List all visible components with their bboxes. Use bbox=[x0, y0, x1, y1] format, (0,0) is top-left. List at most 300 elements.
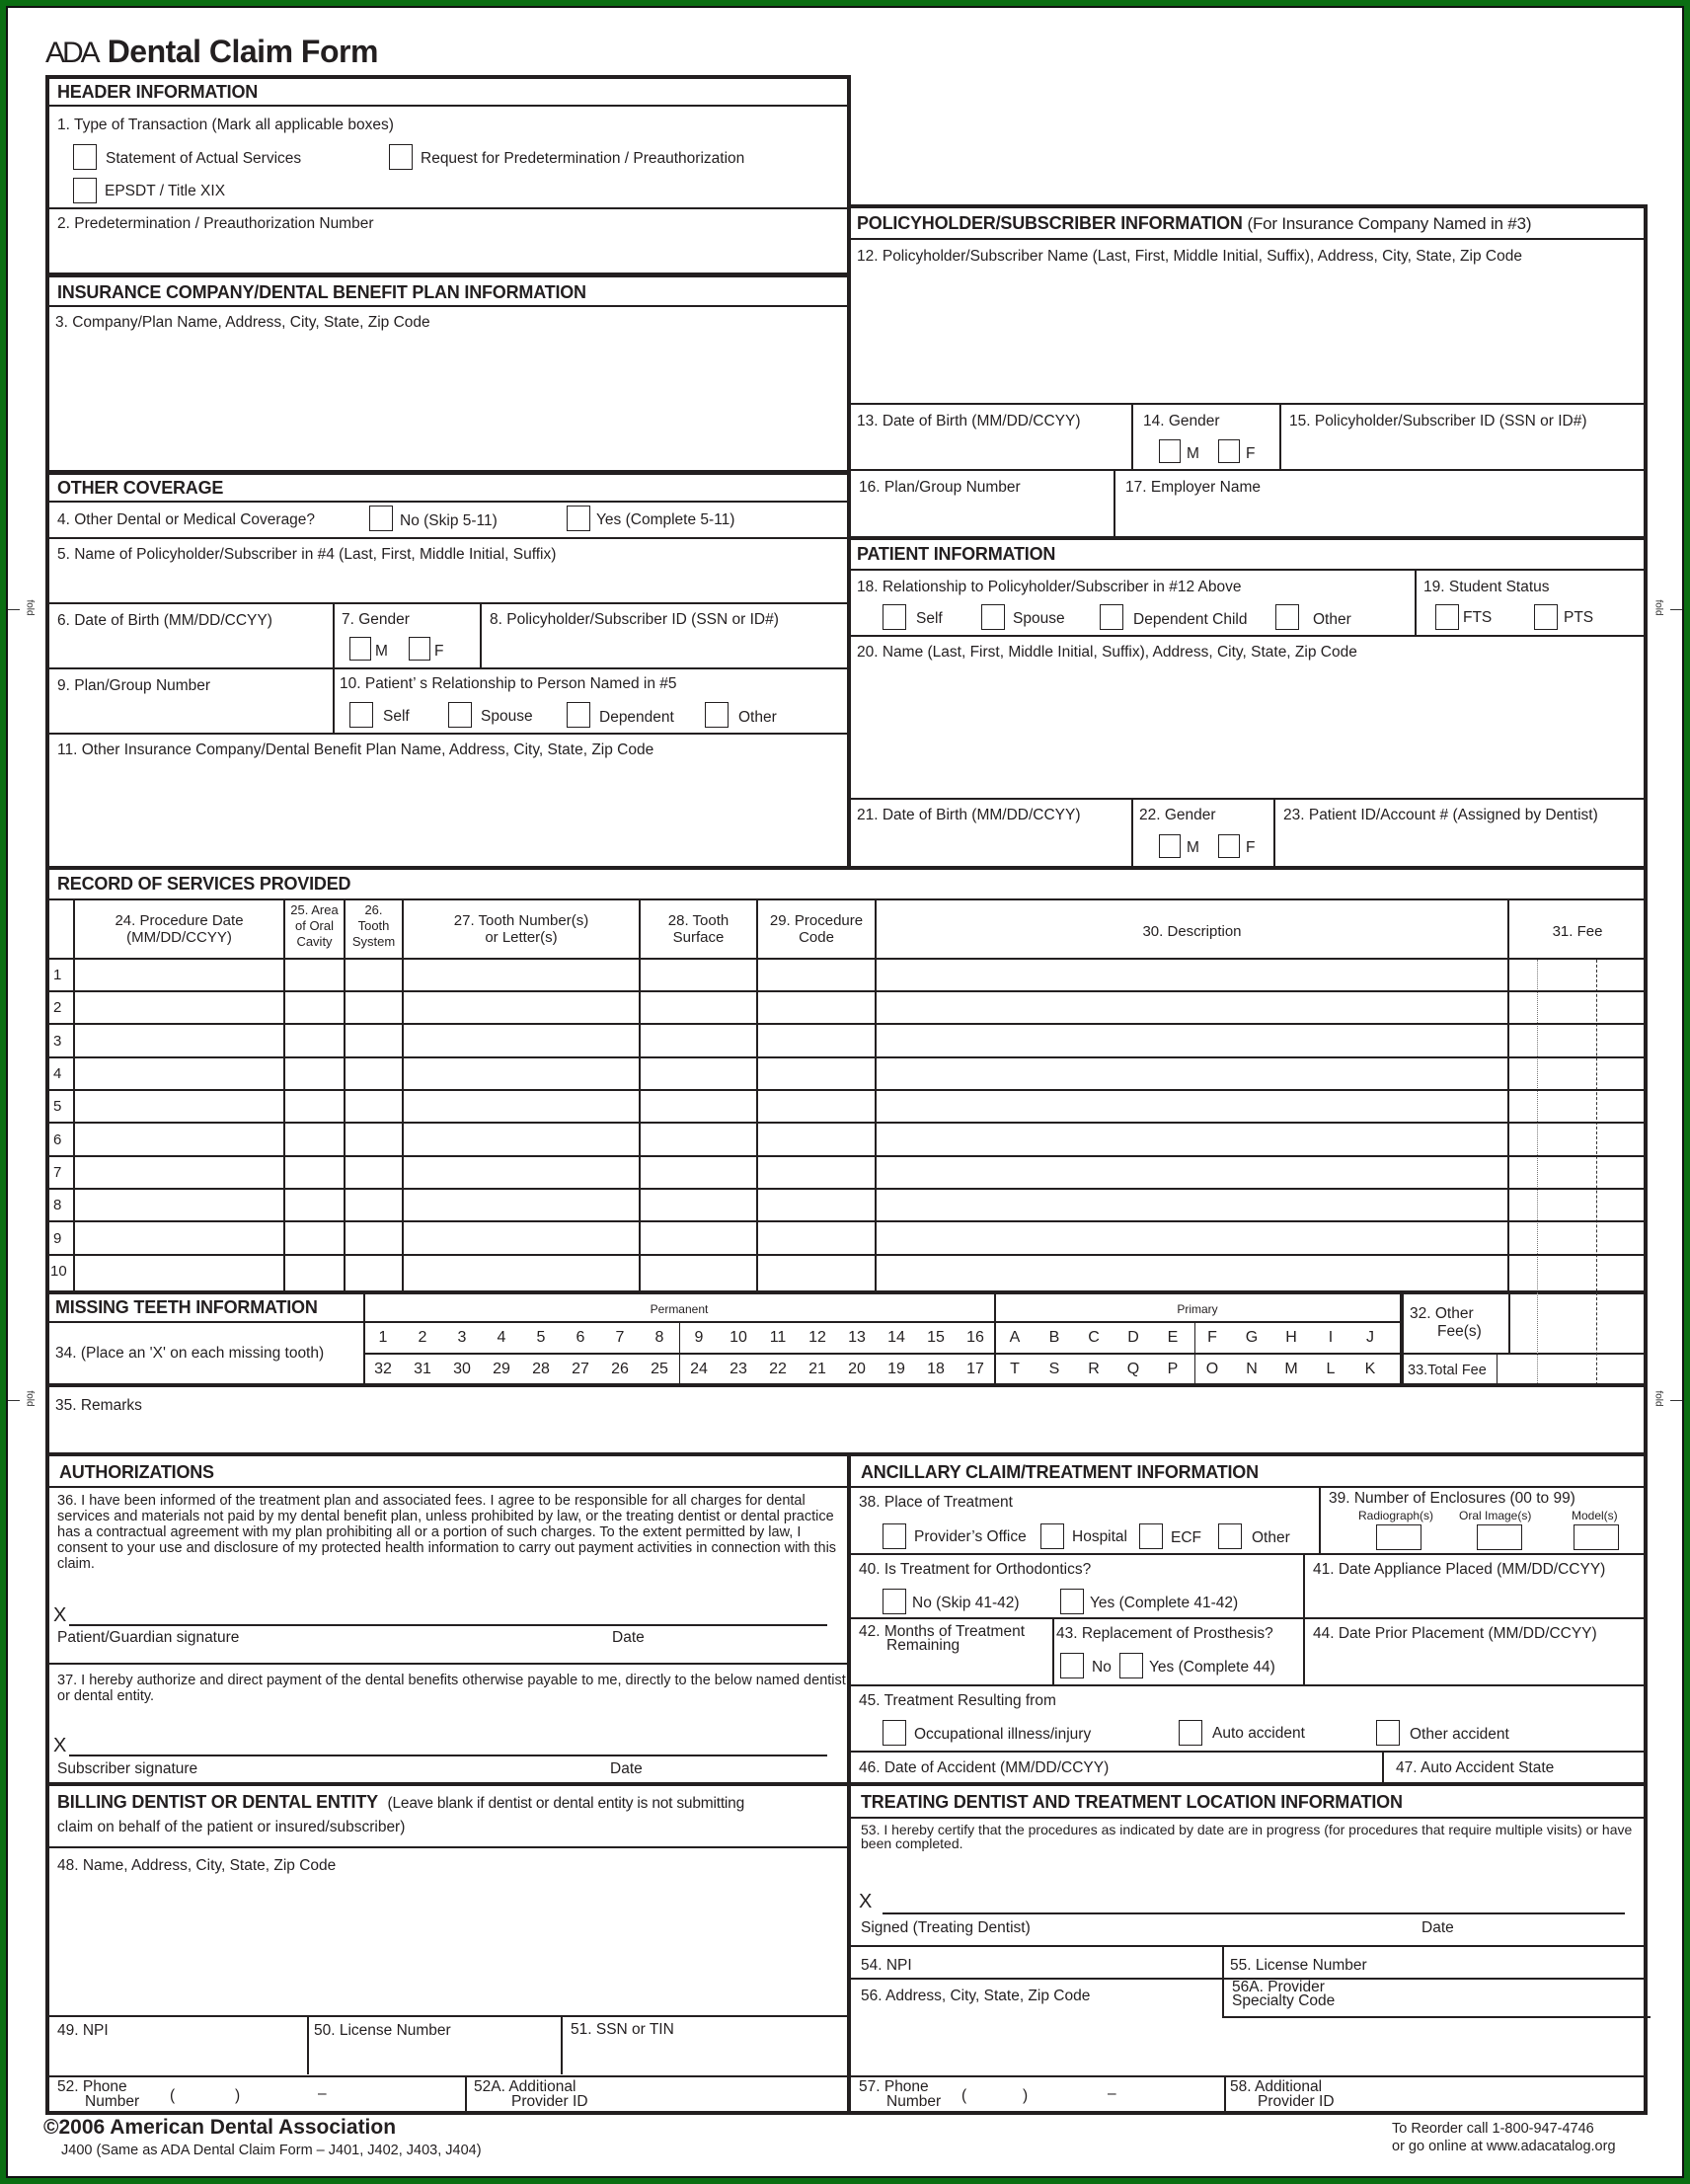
f3-label: 3. Company/Plan Name, Address, City, State, Zip Code bbox=[55, 314, 430, 331]
f52-paren-close: ) bbox=[235, 2087, 241, 2104]
tooth-M[interactable]: M bbox=[1284, 1361, 1298, 1377]
divider bbox=[480, 602, 482, 667]
tooth-18[interactable]: 18 bbox=[927, 1361, 945, 1377]
f10-self-label: Self bbox=[383, 708, 410, 725]
f44-date-prior-placement-input[interactable] bbox=[1307, 1645, 1643, 1682]
f7-f-label: F bbox=[434, 643, 444, 660]
divider bbox=[1222, 1945, 1224, 2017]
f54-label: 54. NPI bbox=[861, 1957, 912, 1974]
checkbox-f18-other[interactable] bbox=[1275, 604, 1299, 630]
policyholder-title bbox=[857, 213, 1531, 234]
col27-header: 27. Tooth Number(s) or Letter(s) bbox=[453, 912, 589, 946]
checkbox-f43-yes[interactable] bbox=[1119, 1653, 1143, 1678]
patient-signature-line[interactable] bbox=[69, 1624, 827, 1626]
f14-m-label: M bbox=[1187, 445, 1199, 462]
tooth-13[interactable]: 13 bbox=[848, 1329, 866, 1346]
divider bbox=[1273, 798, 1275, 867]
checkbox-f18-dependent-child[interactable] bbox=[1100, 604, 1123, 630]
f41-date-appliance-input[interactable] bbox=[1307, 1581, 1643, 1614]
f49-label: 49. NPI bbox=[57, 2022, 109, 2039]
checkbox-f45-other-accident[interactable] bbox=[1376, 1720, 1400, 1746]
row-number: 7 bbox=[53, 1164, 62, 1181]
checkbox-f7-male[interactable] bbox=[349, 637, 371, 661]
tooth-F[interactable]: F bbox=[1207, 1329, 1217, 1346]
treating-dentist-signature-line[interactable] bbox=[883, 1912, 1625, 1914]
f32-other-fees-input[interactable] bbox=[1511, 1293, 1645, 1351]
f22-label: 22. Gender bbox=[1139, 807, 1216, 823]
fold-label-left-bottom: fold bbox=[24, 1390, 36, 1407]
tooth-I[interactable]: I bbox=[1328, 1329, 1334, 1346]
f4-yes-label: Yes (Complete 5-11) bbox=[596, 511, 735, 528]
fold-label-right-top: fold bbox=[1652, 599, 1664, 616]
tooth-29[interactable]: 29 bbox=[493, 1361, 510, 1377]
f19-pts-label: PTS bbox=[1564, 609, 1594, 626]
f43-yes-label: Yes (Complete 44) bbox=[1149, 1659, 1275, 1676]
divider bbox=[47, 733, 849, 735]
f40-label: 40. Is Treatment for Orthodontics? bbox=[859, 1561, 1092, 1578]
f38-ecf-label: ECF bbox=[1171, 1529, 1201, 1546]
checkbox-epsdt[interactable] bbox=[73, 178, 97, 203]
row-number: 8 bbox=[53, 1197, 62, 1213]
f49-npi-input[interactable] bbox=[49, 2040, 304, 2073]
divider bbox=[1194, 1321, 1195, 1385]
f53-sig-label: Signed (Treating Dentist) bbox=[861, 1919, 1031, 1936]
f58-additional-provider-id-input[interactable] bbox=[1362, 2077, 1643, 2109]
f17-employer-name-input[interactable] bbox=[1117, 499, 1643, 536]
tooth-32[interactable]: 32 bbox=[374, 1361, 392, 1377]
tooth-17[interactable]: 17 bbox=[966, 1361, 984, 1377]
row-number: 4 bbox=[53, 1065, 62, 1082]
f33-total-fee-input[interactable] bbox=[1499, 1356, 1645, 1384]
f15-subscriber-id-input[interactable] bbox=[1283, 432, 1643, 468]
f10-spouse-label: Spouse bbox=[481, 708, 533, 725]
col28-header: 28. Tooth Surface bbox=[667, 912, 730, 946]
f57-phone-input[interactable] bbox=[950, 2077, 1220, 2109]
f35-label: 35. Remarks bbox=[55, 1397, 142, 1414]
f39-label: 39. Number of Enclosures (00 to 99) bbox=[1329, 1490, 1575, 1507]
divider bbox=[47, 207, 849, 209]
tooth-25[interactable]: 25 bbox=[651, 1361, 668, 1377]
insurance-title: INSURANCE COMPANY/DENTAL BENEFIT PLAN INFORMATION bbox=[57, 282, 586, 302]
row-number: 2 bbox=[53, 999, 62, 1016]
col31-header: 31. Fee bbox=[1552, 923, 1603, 940]
col24-header: 24. Procedure Date (MM/DD/CCYY) bbox=[115, 912, 244, 946]
f4-no-label: No (Skip 5-11) bbox=[400, 512, 498, 529]
divider bbox=[47, 2015, 849, 2017]
checkbox-f10-other[interactable] bbox=[705, 702, 729, 728]
f23-patient-id-input[interactable] bbox=[1277, 827, 1643, 865]
checkbox-f40-yes[interactable] bbox=[1060, 1589, 1084, 1614]
checkbox-f22-male[interactable] bbox=[1159, 834, 1181, 858]
f43-label: 43. Replacement of Prosthesis? bbox=[1056, 1625, 1273, 1642]
tooth-O[interactable]: O bbox=[1205, 1361, 1219, 1377]
f46-label: 46. Date of Accident (MM/DD/CCYY) bbox=[859, 1759, 1110, 1776]
tooth-14[interactable]: 14 bbox=[887, 1329, 905, 1346]
f57-paren-close: ) bbox=[1023, 2087, 1029, 2104]
tooth-22[interactable]: 22 bbox=[769, 1361, 787, 1377]
f42-months-remaining-input[interactable] bbox=[851, 1655, 1050, 1682]
f52-label: 52. Phone Number bbox=[57, 2078, 140, 2110]
fold-tick-left-bottom bbox=[8, 1400, 20, 1401]
policyholder-title-sub: (For Insurance Company Named in #3) bbox=[1247, 214, 1532, 233]
row-number: 6 bbox=[53, 1131, 62, 1148]
divider bbox=[1400, 1290, 1404, 1387]
billing-title bbox=[57, 1792, 744, 1813]
divider bbox=[849, 1684, 1646, 1686]
f15-label: 15. Policyholder/Subscriber ID (SSN or ID#) bbox=[1289, 413, 1587, 429]
patient-title: PATIENT INFORMATION bbox=[857, 544, 1056, 564]
fold-label-left-top: fold bbox=[24, 599, 36, 616]
f1-label: 1. Type of Transaction (Mark all applicable boxes) bbox=[57, 117, 394, 133]
tooth-26[interactable]: 26 bbox=[611, 1361, 629, 1377]
divider bbox=[849, 1486, 1646, 1488]
tooth-2[interactable]: 2 bbox=[418, 1329, 427, 1346]
divider bbox=[849, 635, 1646, 637]
f18-label: 18. Relationship to Policyholder/Subscriber in #12 Above bbox=[857, 579, 1242, 595]
checkbox-f10-dependent[interactable] bbox=[567, 702, 590, 728]
f47-label: 47. Auto Accident State bbox=[1396, 1759, 1555, 1776]
f41-label: 41. Date Appliance Placed (MM/DD/CCYY) bbox=[1313, 1561, 1606, 1578]
f52-paren-open: ( bbox=[170, 2087, 176, 2104]
tooth-1[interactable]: 1 bbox=[378, 1329, 388, 1346]
f22-f-label: F bbox=[1246, 839, 1256, 856]
row-number: 9 bbox=[53, 1230, 62, 1247]
f35-remarks-input[interactable] bbox=[49, 1416, 1643, 1452]
f4-label: 4. Other Dental or Medical Coverage? bbox=[57, 511, 316, 528]
f37-date-label: Date bbox=[610, 1760, 643, 1777]
tooth-Q[interactable]: Q bbox=[1126, 1361, 1140, 1377]
checkbox-f45-occupational[interactable] bbox=[883, 1720, 906, 1746]
f52-dash: – bbox=[318, 2085, 327, 2102]
f12-label: 12. Policyholder/Subscriber Name (Last, First, Middle Initial, Suffix), Address, City, State, Zip Code bbox=[857, 248, 1522, 265]
f8-subscriber-id-input[interactable] bbox=[484, 632, 847, 665]
f44-label: 44. Date Prior Placement (MM/DD/CCYY) bbox=[1313, 1625, 1597, 1642]
f52a-additional-provider-id-input[interactable] bbox=[632, 2077, 847, 2109]
checkbox-f38-hospital[interactable] bbox=[1040, 1523, 1064, 1549]
tooth-23[interactable]: 23 bbox=[730, 1361, 747, 1377]
f10-label: 10. Patient’ s Relationship to Person Named in #5 bbox=[340, 675, 677, 692]
f36-date-label: Date bbox=[612, 1629, 645, 1646]
tooth-E[interactable]: E bbox=[1167, 1329, 1179, 1346]
checkbox-f4-yes[interactable] bbox=[567, 506, 590, 531]
divider bbox=[849, 569, 1646, 571]
divider bbox=[849, 1553, 1646, 1555]
tooth-15[interactable]: 15 bbox=[927, 1329, 945, 1346]
f57-label: 57. Phone Number bbox=[859, 2078, 942, 2110]
tooth-21[interactable]: 21 bbox=[808, 1361, 826, 1377]
checkbox-f38-ecf[interactable] bbox=[1139, 1523, 1163, 1549]
f18-self-label: Self bbox=[916, 610, 943, 627]
tooth-H[interactable]: H bbox=[1285, 1329, 1297, 1346]
f2-label: 2. Predetermination / Preauthorization Number bbox=[57, 215, 374, 232]
billing-title-bold: BILLING DENTIST OR DENTAL ENTITY bbox=[57, 1792, 378, 1812]
footer-form-code: J400 (Same as ADA Dental Claim Form – J401, J402, J403, J404) bbox=[61, 2143, 482, 2158]
f32-label: 32. Other Fee(s) bbox=[1410, 1305, 1482, 1340]
f43-no-label: No bbox=[1092, 1659, 1112, 1676]
tooth-J[interactable]: J bbox=[1366, 1329, 1374, 1346]
f20-patient-name-input[interactable] bbox=[851, 663, 1644, 796]
checkbox-f18-spouse[interactable] bbox=[981, 604, 1005, 630]
f55-label: 55. License Number bbox=[1230, 1957, 1367, 1974]
divider bbox=[307, 2015, 309, 2074]
f6-dob-input[interactable] bbox=[49, 632, 330, 665]
f13-label: 13. Date of Birth (MM/DD/CCYY) bbox=[857, 413, 1081, 429]
fold-label-right-bottom: fold bbox=[1652, 1390, 1664, 1407]
f38-providers-office-label: Provider’s Office bbox=[914, 1528, 1027, 1545]
f14-f-label: F bbox=[1246, 445, 1256, 462]
f45-occupational-label: Occupational illness/injury bbox=[914, 1726, 1092, 1743]
divider bbox=[47, 1846, 849, 1848]
tooth-L[interactable]: L bbox=[1326, 1361, 1336, 1377]
f2-predetermination-number-input[interactable] bbox=[49, 237, 847, 273]
checkbox-f7-female[interactable] bbox=[409, 637, 430, 661]
epsdt-label: EPSDT / Title XIX bbox=[105, 183, 226, 199]
checkbox-f19-pts[interactable] bbox=[1534, 604, 1558, 630]
permanent-label: Permanent bbox=[650, 1302, 709, 1316]
tooth-G[interactable]: G bbox=[1245, 1329, 1259, 1346]
tooth-6[interactable]: 6 bbox=[576, 1329, 585, 1346]
divider bbox=[849, 1945, 1646, 1947]
f8-label: 8. Policyholder/Subscriber ID (SSN or ID#) bbox=[490, 611, 779, 628]
f40-no-label: No (Skip 41-42) bbox=[912, 1595, 1020, 1611]
divider bbox=[1382, 1751, 1384, 1784]
divider bbox=[1497, 1355, 1498, 1385]
col29-header: 29. Procedure Code bbox=[769, 912, 864, 946]
f10-dependent-label: Dependent bbox=[599, 709, 674, 726]
tooth-S[interactable]: S bbox=[1048, 1361, 1060, 1377]
f39-radiographs-input[interactable] bbox=[1376, 1524, 1421, 1550]
services-table-entry-area[interactable] bbox=[75, 960, 1645, 1289]
f51-label: 51. SSN or TIN bbox=[571, 2021, 674, 2038]
f50-label: 50. License Number bbox=[314, 2022, 451, 2039]
tooth-11[interactable]: 11 bbox=[769, 1329, 787, 1346]
f50-license-input[interactable] bbox=[310, 2040, 559, 2073]
f21-label: 21. Date of Birth (MM/DD/CCYY) bbox=[857, 807, 1081, 823]
tooth-N[interactable]: N bbox=[1246, 1361, 1258, 1377]
fold-tick-right-top bbox=[1670, 609, 1682, 610]
f3-company-plan-input[interactable] bbox=[49, 334, 847, 470]
f37-text: 37. I hereby authorize and direct payment of the dental benefits otherwise payable to me, directly to the below named dentist or dental entity. bbox=[57, 1673, 846, 1704]
col25-header: 25. Area of Oral Cavity bbox=[290, 902, 339, 949]
tooth-9[interactable]: 9 bbox=[694, 1329, 704, 1346]
billing-title-sub2: claim on behalf of the patient or insured/subscriber) bbox=[57, 1819, 406, 1835]
f5-name-input[interactable] bbox=[49, 565, 847, 600]
f56a-label: 56A. Provider Specialty Code bbox=[1232, 1979, 1336, 2009]
tooth-D[interactable]: D bbox=[1127, 1329, 1139, 1346]
f57-dash: – bbox=[1108, 2085, 1116, 2102]
divider bbox=[1224, 2075, 1226, 2111]
divider bbox=[1052, 1617, 1054, 1684]
checkbox-f22-female[interactable] bbox=[1218, 834, 1240, 858]
f18-spouse-label: Spouse bbox=[1013, 610, 1065, 627]
tooth-3[interactable]: 3 bbox=[457, 1329, 467, 1346]
divider bbox=[849, 403, 1646, 405]
f36-sig-label: Patient/Guardian signature bbox=[57, 1629, 240, 1646]
f12-policyholder-name-input[interactable] bbox=[851, 269, 1644, 399]
f53-text: 53. I hereby certify that the procedures as indicated by date are in progress (for procedures that require multiple visits) or have been completed. bbox=[861, 1822, 1633, 1851]
f36-text: 36. I have been informed of the treatment plan and associated fees. I agree to be responsible for all charges for dental services and materials not paid by my dental benefit plan, unless prohibited by law, or the treating dentist or dental practice has a contractual agreement with my plan prohibiting all or a portion of such charges. To the extent permitted by law, I consent to your use and disclosure of my protected health information to carry out payment activities in connection with this claim. bbox=[57, 1493, 837, 1572]
divider bbox=[363, 1353, 1400, 1355]
checkbox-f18-self[interactable] bbox=[883, 604, 906, 630]
divider bbox=[47, 1486, 849, 1488]
ada-logo: ADA bbox=[45, 37, 98, 69]
f58-label: 58. Additional Provider ID bbox=[1230, 2078, 1335, 2110]
footer-copyright: ©2006 American Dental Association bbox=[43, 2116, 397, 2139]
f17-label: 17. Employer Name bbox=[1125, 479, 1261, 496]
f20-label: 20. Name (Last, First, Middle Initial, Suffix), Address, City, State, Zip Code bbox=[857, 644, 1357, 661]
tooth-19[interactable]: 19 bbox=[887, 1361, 905, 1377]
tooth-4[interactable]: 4 bbox=[497, 1329, 506, 1346]
divider bbox=[1131, 798, 1133, 867]
tooth-7[interactable]: 7 bbox=[615, 1329, 625, 1346]
f39-models-input[interactable] bbox=[1574, 1524, 1619, 1550]
divider bbox=[1114, 469, 1115, 538]
fold-tick-left-top bbox=[8, 609, 20, 610]
f21-dob-input[interactable] bbox=[851, 827, 1129, 865]
authorizations-title: AUTHORIZATIONS bbox=[59, 1462, 214, 1482]
f34-label: 34. (Place an 'X' on each missing tooth) bbox=[55, 1345, 325, 1362]
f6-label: 6. Date of Birth (MM/DD/CCYY) bbox=[57, 612, 272, 629]
f39-radiographs-label: Radiograph(s) bbox=[1358, 1509, 1434, 1522]
footer-reorder-web: or go online at www.adacatalog.org bbox=[1392, 2139, 1616, 2154]
f9-plan-group-input[interactable] bbox=[49, 697, 330, 731]
divider bbox=[1402, 1353, 1646, 1355]
divider bbox=[465, 2075, 467, 2111]
header-info-title: HEADER INFORMATION bbox=[57, 82, 259, 102]
checkbox-request-predetermination[interactable] bbox=[389, 144, 413, 170]
tooth-8[interactable]: 8 bbox=[654, 1329, 664, 1346]
checkbox-f4-no[interactable] bbox=[369, 506, 393, 531]
tooth-A[interactable]: A bbox=[1009, 1329, 1021, 1346]
f51-ssn-tin-input[interactable] bbox=[565, 2040, 847, 2073]
request-predetermination-label: Request for Predetermination / Preauthorization bbox=[421, 150, 745, 167]
form-title-text: Dental Claim Form bbox=[107, 34, 378, 69]
f37-sig-label: Subscriber signature bbox=[57, 1760, 198, 1777]
f16-plan-group-input[interactable] bbox=[851, 499, 1112, 536]
checkbox-f40-no[interactable] bbox=[883, 1589, 906, 1614]
checkbox-statement-actual-services[interactable] bbox=[73, 144, 97, 170]
tooth-27[interactable]: 27 bbox=[572, 1361, 589, 1377]
divider bbox=[561, 2015, 563, 2074]
f52-phone-input[interactable] bbox=[158, 2077, 460, 2109]
statement-actual-services-label: Statement of Actual Services bbox=[106, 150, 302, 167]
tooth-20[interactable]: 20 bbox=[848, 1361, 866, 1377]
col26-header: 26. Tooth System bbox=[351, 902, 396, 949]
checkbox-f14-male[interactable] bbox=[1159, 439, 1181, 463]
f7-label: 7. Gender bbox=[342, 611, 410, 628]
checkbox-f45-auto-accident[interactable] bbox=[1179, 1720, 1202, 1746]
tooth-B[interactable]: B bbox=[1048, 1329, 1060, 1346]
tooth-C[interactable]: C bbox=[1088, 1329, 1100, 1346]
f39-models-label: Model(s) bbox=[1572, 1509, 1618, 1522]
divider bbox=[994, 1292, 996, 1385]
f55-license-input[interactable] bbox=[1402, 1948, 1643, 1976]
f48-label: 48. Name, Address, City, State, Zip Code bbox=[57, 1857, 337, 1874]
f36-sig-x: X bbox=[53, 1604, 67, 1626]
divider bbox=[47, 105, 849, 107]
tooth-30[interactable]: 30 bbox=[453, 1361, 471, 1377]
tooth-31[interactable]: 31 bbox=[414, 1361, 431, 1377]
checkbox-f38-providers-office[interactable] bbox=[883, 1523, 906, 1549]
tooth-P[interactable]: P bbox=[1167, 1361, 1179, 1377]
f19-fts-label: FTS bbox=[1463, 609, 1493, 626]
divider bbox=[1222, 2016, 1651, 2018]
checkbox-f19-fts[interactable] bbox=[1435, 604, 1459, 630]
f18-dependent-child-label: Dependent Child bbox=[1133, 611, 1248, 628]
f54-npi-input[interactable] bbox=[987, 1948, 1220, 1976]
f5-label: 5. Name of Policyholder/Subscriber in #4 (Last, First, Middle Initial, Suffix) bbox=[57, 546, 557, 563]
f37-sig-x: X bbox=[53, 1735, 67, 1756]
f53-date-label: Date bbox=[1421, 1919, 1454, 1936]
f39-oral-images-input[interactable] bbox=[1477, 1524, 1522, 1550]
fold-tick-right-bottom bbox=[1670, 1400, 1682, 1401]
f45-label: 45. Treatment Resulting from bbox=[859, 1692, 1056, 1709]
divider bbox=[849, 238, 1646, 240]
f56-address-input[interactable] bbox=[851, 2006, 1220, 2073]
f14-label: 14. Gender bbox=[1143, 413, 1220, 429]
divider bbox=[1415, 569, 1417, 636]
divider bbox=[47, 667, 849, 669]
divider bbox=[47, 305, 849, 307]
tooth-10[interactable]: 10 bbox=[730, 1329, 747, 1346]
divider bbox=[1131, 403, 1133, 470]
divider bbox=[1279, 403, 1281, 470]
divider bbox=[1508, 1292, 1510, 1355]
row-number: 5 bbox=[53, 1098, 62, 1115]
tooth-T[interactable]: T bbox=[1010, 1361, 1020, 1377]
checkbox-f38-other[interactable] bbox=[1218, 1523, 1242, 1549]
checkbox-f43-no[interactable] bbox=[1060, 1653, 1084, 1678]
f11-other-insurance-input[interactable] bbox=[49, 760, 847, 865]
row-number: 10 bbox=[50, 1263, 67, 1280]
checkbox-f10-self[interactable] bbox=[349, 702, 373, 728]
tooth-5[interactable]: 5 bbox=[536, 1329, 546, 1346]
f45-other-accident-label: Other accident bbox=[1410, 1726, 1509, 1743]
missing-teeth-title: MISSING TEETH INFORMATION bbox=[55, 1297, 318, 1317]
treating-dentist-title: TREATING DENTIST AND TREATMENT LOCATION INFORMATION bbox=[861, 1792, 1403, 1812]
f48-billing-name-address-input[interactable] bbox=[49, 1876, 847, 2014]
tooth-16[interactable]: 16 bbox=[966, 1329, 984, 1346]
other-coverage-title: OTHER COVERAGE bbox=[57, 478, 224, 498]
tooth-R[interactable]: R bbox=[1088, 1361, 1100, 1377]
divider bbox=[849, 1817, 1646, 1819]
tooth-24[interactable]: 24 bbox=[690, 1361, 708, 1377]
tooth-12[interactable]: 12 bbox=[808, 1329, 826, 1346]
checkbox-f10-spouse[interactable] bbox=[448, 702, 472, 728]
f33-label: 33.Total Fee bbox=[1408, 1363, 1487, 1378]
tooth-28[interactable]: 28 bbox=[532, 1361, 550, 1377]
f56-label: 56. Address, City, State, Zip Code bbox=[861, 1988, 1091, 2004]
f45-auto-accident-label: Auto accident bbox=[1212, 1725, 1305, 1742]
primary-label: Primary bbox=[1177, 1302, 1218, 1316]
billing-title-sub1: (Leave blank if dentist or dental entity is not submitting bbox=[387, 1795, 745, 1812]
form-title bbox=[45, 34, 378, 70]
f7-m-label: M bbox=[375, 643, 388, 660]
f38-label: 38. Place of Treatment bbox=[859, 1494, 1013, 1511]
policyholder-title-bold: POLICYHOLDER/SUBSCRIBER INFORMATION bbox=[857, 213, 1243, 233]
divider bbox=[1319, 1486, 1321, 1554]
subscriber-signature-line[interactable] bbox=[69, 1755, 827, 1756]
checkbox-f14-female[interactable] bbox=[1218, 439, 1240, 463]
divider bbox=[849, 1751, 1646, 1753]
f39-oral-images-label: Oral Image(s) bbox=[1459, 1509, 1532, 1522]
footer-reorder-phone: To Reorder call 1-800-947-4746 bbox=[1392, 2121, 1594, 2137]
divider bbox=[47, 602, 849, 604]
f13-dob-input[interactable] bbox=[851, 432, 1129, 468]
divider bbox=[47, 898, 1646, 900]
tooth-K[interactable]: K bbox=[1364, 1361, 1376, 1377]
f38-other-label: Other bbox=[1252, 1529, 1290, 1546]
